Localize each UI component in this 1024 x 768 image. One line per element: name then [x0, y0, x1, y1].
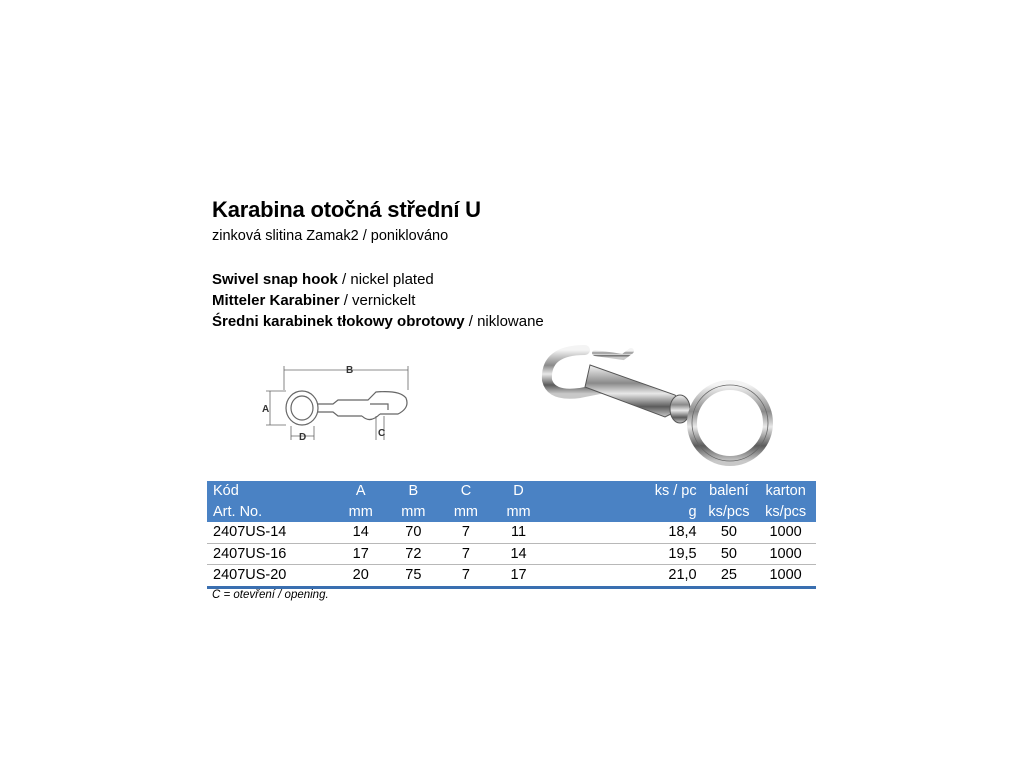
cell-carton: 1000 [769, 545, 802, 562]
cell-c: 7 [461, 524, 470, 540]
col-header-d: D [513, 483, 524, 499]
cell-c: 7 [461, 545, 470, 562]
col-subheader-b: mm [401, 503, 426, 520]
description-polish [212, 313, 544, 330]
cell-a: 20 [352, 567, 369, 583]
table-header-row [207, 481, 816, 502]
description-polish-rest: / niklowane [464, 313, 544, 330]
col-header-c: C [460, 483, 472, 499]
cell-code: 2407US-14 [213, 524, 287, 540]
col-subheader-c: mm [453, 503, 479, 520]
cell-b: 72 [405, 545, 422, 562]
description-german [212, 292, 415, 309]
col-header-weight: ks / pc [654, 483, 697, 499]
col-header-code: Kód [213, 483, 239, 499]
col-subheader-a: mm [348, 503, 373, 520]
col-header-carton: karton [765, 483, 806, 499]
col-header-package: balení [709, 483, 749, 499]
description-english [212, 271, 434, 288]
col-subheader-gap [545, 502, 636, 523]
description-polish-bold: Średni karabinek tłokowy obrotowy [212, 313, 465, 330]
cell-b: 70 [405, 524, 422, 540]
col-subheader-weight: g [688, 503, 697, 520]
description-english-rest: / nickel plated [337, 271, 434, 288]
cell-a: 14 [352, 524, 369, 540]
product-title: Karabina otočná střední U [212, 197, 481, 222]
cell-weight: 19,5 [668, 545, 697, 562]
cell-package: 50 [720, 524, 737, 540]
footnote: C = otevření / opening. [212, 589, 329, 601]
cell-c: 7 [461, 567, 470, 583]
cell-weight: 21,0 [668, 567, 697, 583]
cell-a: 17 [352, 545, 369, 562]
col-subheader-d: mm [506, 503, 531, 520]
product-photo [535, 335, 785, 470]
table-row [207, 565, 816, 588]
col-subheader-package: ks/pcs [708, 503, 750, 520]
specification-table [207, 481, 816, 589]
cell-d: 17 [510, 567, 527, 583]
dimension-diagram [258, 360, 418, 445]
col-header-gap [545, 481, 636, 502]
cell-d: 14 [510, 545, 527, 562]
table-header-row [207, 502, 816, 523]
product-subtitle: zinková slitina Zamak2 / poniklováno [212, 228, 449, 244]
col-subheader-carton: ks/pcs [765, 503, 807, 520]
cell-gap [545, 543, 636, 565]
cell-package: 50 [720, 545, 737, 562]
diagram-label-c: C [378, 428, 386, 439]
cell-d: 11 [511, 524, 527, 540]
cell-code: 2407US-16 [213, 545, 287, 562]
table-row [207, 522, 816, 543]
cell-gap [545, 522, 636, 543]
diagram-label-d: D [299, 432, 307, 443]
diagram-label-b: B [346, 365, 354, 376]
description-german-bold: Mitteler Karabiner [212, 292, 340, 309]
cell-code: 2407US-20 [213, 567, 287, 583]
col-header-a: A [355, 483, 366, 499]
description-english-bold: Swivel snap hook [212, 271, 338, 288]
cell-package: 25 [720, 567, 737, 583]
cell-b: 75 [405, 567, 422, 583]
col-header-b: B [408, 483, 419, 499]
cell-carton: 1000 [769, 524, 802, 540]
cell-weight: 18,4 [668, 524, 697, 540]
description-german-rest: / vernickelt [339, 292, 416, 309]
cell-carton: 1000 [769, 567, 802, 583]
diagram-label-a: A [262, 404, 270, 415]
col-subheader-code: Art. No. [213, 503, 263, 520]
cell-gap [545, 565, 636, 588]
table-row [207, 543, 816, 565]
